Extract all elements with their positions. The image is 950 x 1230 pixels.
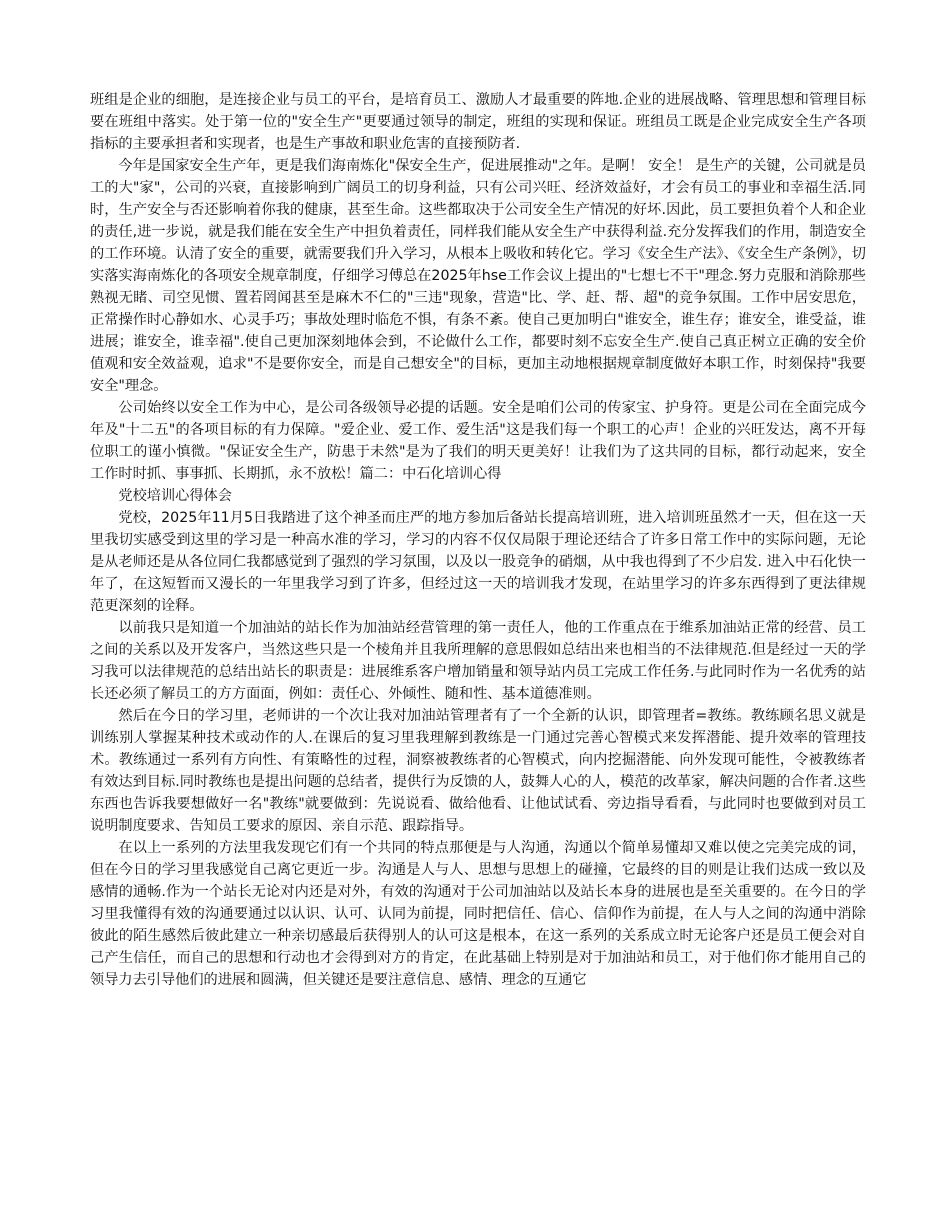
paragraph-company-safety: 公司始终以安全工作为中心，是公司各级领导必提的话题。安全是咱们公司的传家宝、护身符。更是公司在全面完成今年及"十二五"的各项目标的有力保障。"爱企业、爱工作、爱生活"这是我们每一个职工的心声！企业的兴旺发达，离不开每位职工的谨小慎微。"保证安全生产，防患于未然"是为了我们的明天更美好！让我们为了这共同的目标，都行动起来，安全工作时时抓、事事抓、长期抓，永不放松！篇二：中石化培训心得 (90, 400, 866, 482)
paragraph-party-school-training: 党校，2025年11月5日我踏进了这个神圣而庄严的地方参加后备站长提高培训班，进入培训班虽然才一天，但在这一天里我切实感受到这里的学习是一种高水准的学习，学习的内容不仅仅局限于理论还结合了许多日常工作中的实际问题，无论是从老师还是从各位同仁我都感觉到了强烈的学习氛围，以及以一股竞争的硝烟，从中我也得到了不少启发. 进入中石化快一年了，在这短暂而又漫长的一年里我学习到了许多，但经过这一天的培训我才发现，在站里学习的许多东西得到了更法律规范更深刻的诠释。 (90, 510, 866, 614)
paragraph-safety-year: 今年是国家安全生产年，更是我们海南炼化"保安全生产，促进展推动"之年。是啊！ 安全！ 是生产的关键，公司就是员工的大"家"，公司的兴衰，直接影响到广阔员工的切身利益，只有公司兴旺、经济效益好，才会有员工的事业和幸福生活.同时，生产安全与否还影响着你我的健康，甚至生命。这些都取决于公司安全生产情况的好坏.因此，员工要担负着个人和企业的责任,进一步说，就是我们能在安全生产中担负着责任，同样我们能从安全生产中获得利益.充分发挥我们的作用，制造安全的工作环境。认清了安全的重要，就需要我们升入学习，从根本上吸收和转化它。学习《安全生产法》、《安全生产条例》，切实落实海南炼化的各项安全规章制度，仔细学习傅总在2025年hse工作会议上提出的"七想七不干"理念.努力克服和消除那些熟视无睹、司空见惯、置若罔闻甚至是麻木不仁的"三违"现象，营造"比、学、赶、帮、超"的竞争氛围。工作中居安思危，正常操作时心静如水、心灵手巧；事故处理时临危不惧，有条不紊。使自己更加明白"谁安全，谁生存；谁安全，谁受益，谁进展；谁安全，谁幸福".使自己更加深刻地体会到，不论做什么工作，都要时刻不忘安全生产.使自己真正树立正确的安全价值观和安全效益观，追求"不是要你安全，而是自己想安全"的目标，更加主动地根据规章制度做好本职工作，时刻保持"我要安全"理念。 (90, 158, 866, 394)
paragraph-communication: 在以上一系列的方法里我发现它们有一个共同的特点那便是与人沟通，沟通以个简单易懂却又难以使之完美完成的词，但在今日的学习里我感觉自己离它更近一步。沟通是人与人、思想与思想上的碰撞，它最终的目的则是让我们达成一致以及感情的通畅.作为一个站长无论对内还是对外，有效的沟通对于公司加油站以及站长本身的进展也是至关重要的。在今日的学习里我懂得有效的沟通要通过以认识、认可、认同为前提，同时把信任、信心、信仰作为前提，在人与人之间的沟通中消除彼此的陌生感然后彼此建立一种亲切感最后获得别人的认可这是根本，在这一系列的关系成立时无论客户还是员工便会对自己产生信任，而自己的思想和行动也才会得到对方的肯定，在此基础上特别是对于加油站和员工，对于他们你才能用自己的领导力去引导他们的进展和圆满，但关键还是要注意信息、感情、理念的互通它 (90, 840, 866, 988)
document-body (90, 89, 866, 991)
paragraph-station-manager: 以前我只是知道一个加油站的站长作为加油站经营管理的第一责任人，他的工作重点在于维系加油站正常的经营、员工之间的关系以及开发客户，当然这些只是一个棱角并且我所理解的意思假如总结出来也相当的不法律规范.但是经过一天的学习我可以法律规范的总结出站长的职责是：进展维系客户增加销量和领导站内员工完成工作任务.与此同时作为一名优秀的站长还必须了解员工的方方面面，例如：责任心、外倾性、随和性、基本道德准则。 (90, 620, 866, 702)
paragraph-party-school-heading: 党校培训心得体会 (118, 488, 232, 504)
paragraph-coach: 然后在今日的学习里，老师讲的一个次让我对加油站管理者有了一个全新的认识，即管理者=教练。教练顾名思义就是训练别人掌握某种技术或动作的人.在课后的复习里我理解到教练是一门通过完善心智模式来发挥潜能、提升效率的管理技术。教练通过一系列有方向性、有策略性的过程，洞察被教练者的心智模式，向内挖掘潜能、向外发现可能性，令被教练者有效达到目标.同时教练也是提出问题的总结者，提供行为反馈的人，鼓舞人心的人，模范的改革家，解决问题的合作者.这些东西也告诉我要想做好一名"教练"就要做到：先说说看、做给他看、让他试试看、旁边指导看看，与此同时也要做到对员工说明制度要求、告知员工要求的原因、亲自示范、跟踪指导。 (90, 708, 866, 834)
paragraph-team-intro: 班组是企业的细胞，是连接企业与员工的平台，是培育员工、激励人才最重要的阵地.企业的进展战略、管理思想和管理目标要在班组中落实。处于第一位的"安全生产"更要通过领导的制定，班组的实现和保证。班组员工既是企业完成安全生产各项指标的主要承担者和实现者，也是生产事故和职业危害的直接预防者. (90, 92, 866, 152)
